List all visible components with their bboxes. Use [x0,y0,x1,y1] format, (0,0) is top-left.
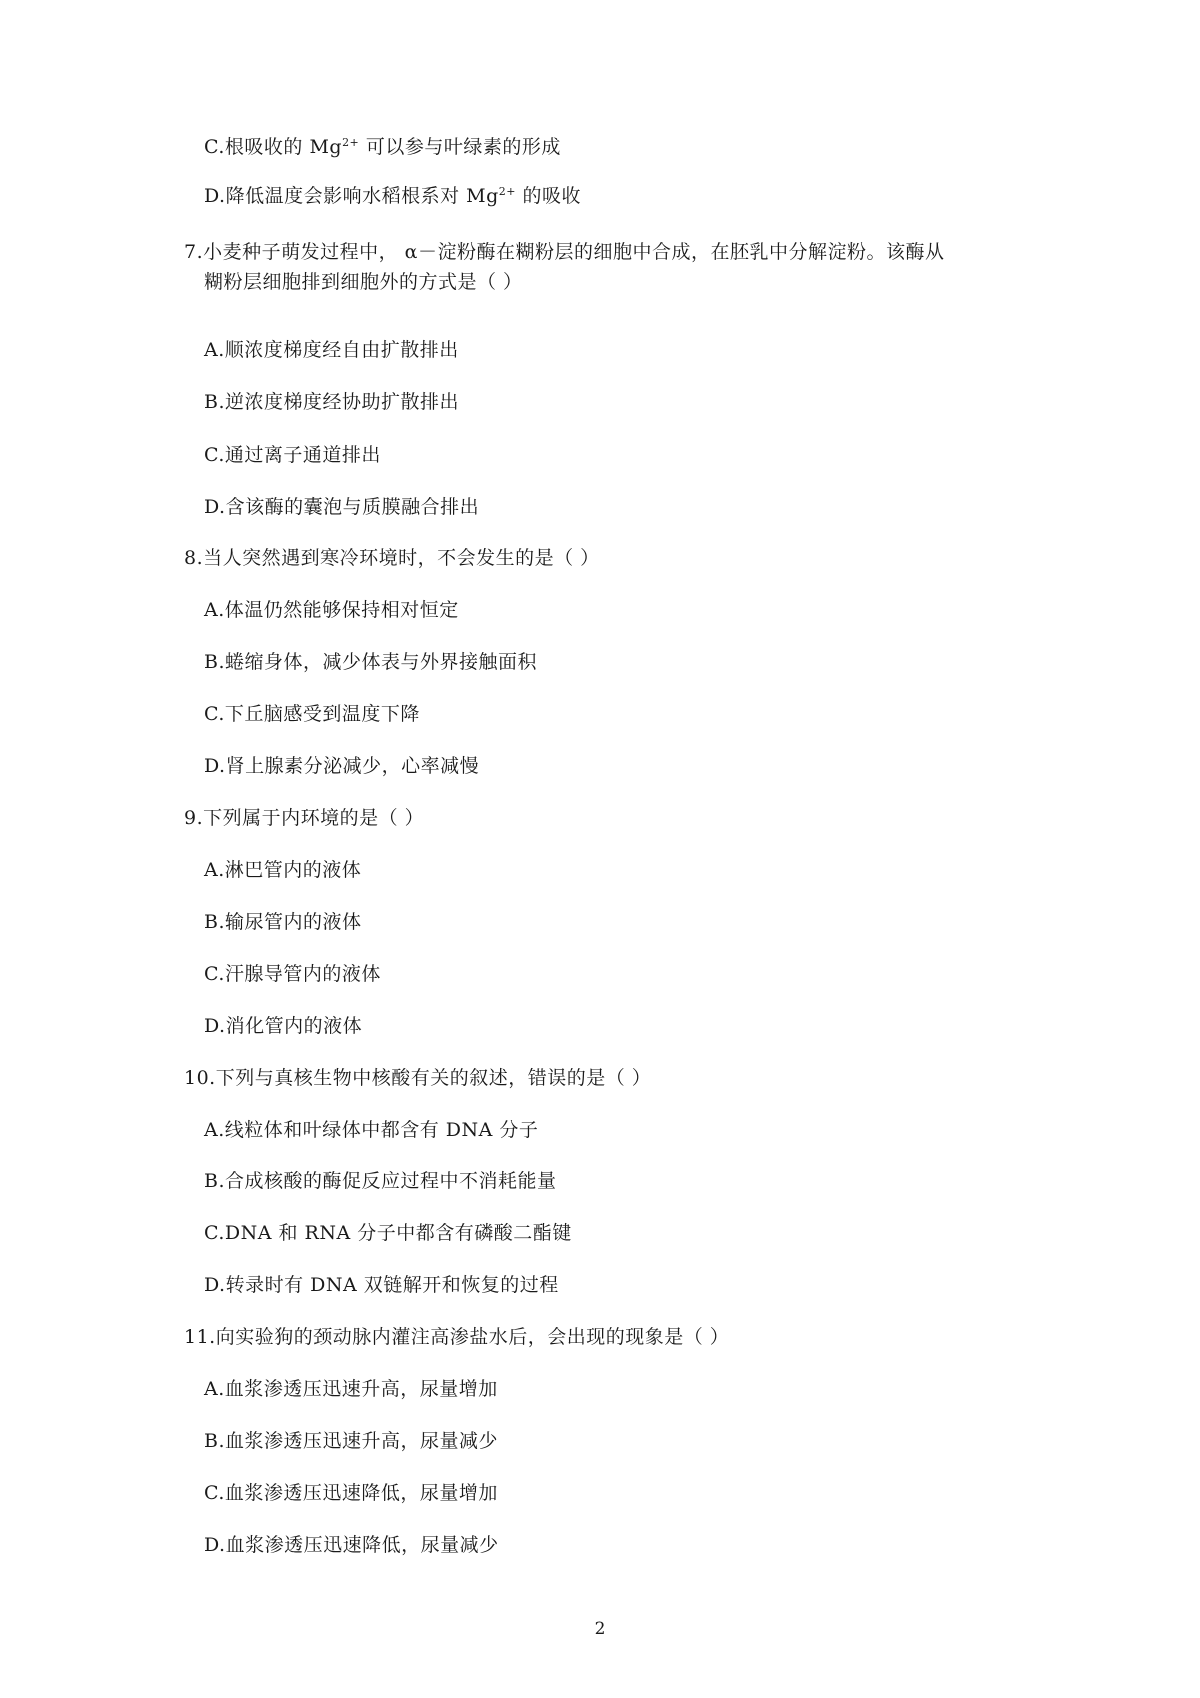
question-7-stem-continued: 糊粉层细胞排到细胞外的方式是（ ） [204,271,523,293]
question-8-option-b: B.蜷缩身体，减少体表与外界接触面积 [204,651,538,673]
question-7-option-b: B.逆浓度梯度经协助扩散排出 [204,391,460,413]
question-9-option-b: B.输尿管内的液体 [204,911,362,933]
question-7-option-a: A.顺浓度梯度经自由扩散排出 [204,339,459,361]
question-7-stem: 7.小麦种子萌发过程中， α－淀粉酶在糊粉层的细胞中合成，在胚乳中分解淀粉。该酶从 [184,241,945,263]
superscript: 2+ [342,136,360,149]
question-7-option-c: C.通过离子通道排出 [204,444,381,466]
question-9-option-a: A.淋巴管内的液体 [204,859,362,881]
question-9-option-c: C.汗腺导管内的液体 [204,963,381,985]
question-10-option-c: C.DNA 和 RNA 分子中都含有磷酸二酯键 [204,1222,572,1244]
option-text: 可以参与叶绿素的形成 [359,136,561,158]
question-8-option-d: D.肾上腺素分泌减少，心率减慢 [204,755,480,777]
question-9-option-d: D.消化管内的液体 [204,1015,363,1037]
question-6-option-c [204,134,561,160]
page-number: 2 [594,1619,606,1639]
question-10-option-d: D.转录时有 DNA 双链解开和恢复的过程 [204,1274,559,1296]
question-7-option-d: D.含该酶的囊泡与质膜融合排出 [204,496,480,518]
question-10-stem: 10.下列与真核生物中核酸有关的叙述，错误的是（ ） [184,1067,652,1089]
option-text: C.根吸收的 Mg [204,136,343,158]
option-text: 的吸收 [515,185,582,207]
question-10-option-b: B.合成核酸的酶促反应过程中不消耗能量 [204,1170,557,1192]
question-9-stem: 9.下列属于内环境的是（ ） [184,807,425,829]
question-8-stem: 8.当人突然遇到寒冷环境时，不会发生的是（ ） [184,547,600,569]
question-11-option-d: D.血浆渗透压迅速降低，尿量减少 [204,1534,499,1556]
superscript: 2+ [498,185,516,198]
question-10-option-a: A.线粒体和叶绿体中都含有 DNA 分子 [204,1119,539,1141]
question-11-stem: 11.向实验狗的颈动脉内灌注高渗盐水后，会出现的现象是（ ） [184,1326,730,1348]
question-6-option-d [204,183,581,209]
question-11-option-c: C.血浆渗透压迅速降低，尿量增加 [204,1482,498,1504]
question-8-option-c: C.下丘脑感受到温度下降 [204,703,420,725]
question-11-option-a: A.血浆渗透压迅速升高，尿量增加 [204,1378,498,1400]
option-text: D.降低温度会影响水稻根系对 Mg [204,185,499,207]
question-8-option-a: A.体温仍然能够保持相对恒定 [204,599,459,621]
question-11-option-b: B.血浆渗透压迅速升高，尿量减少 [204,1430,499,1452]
